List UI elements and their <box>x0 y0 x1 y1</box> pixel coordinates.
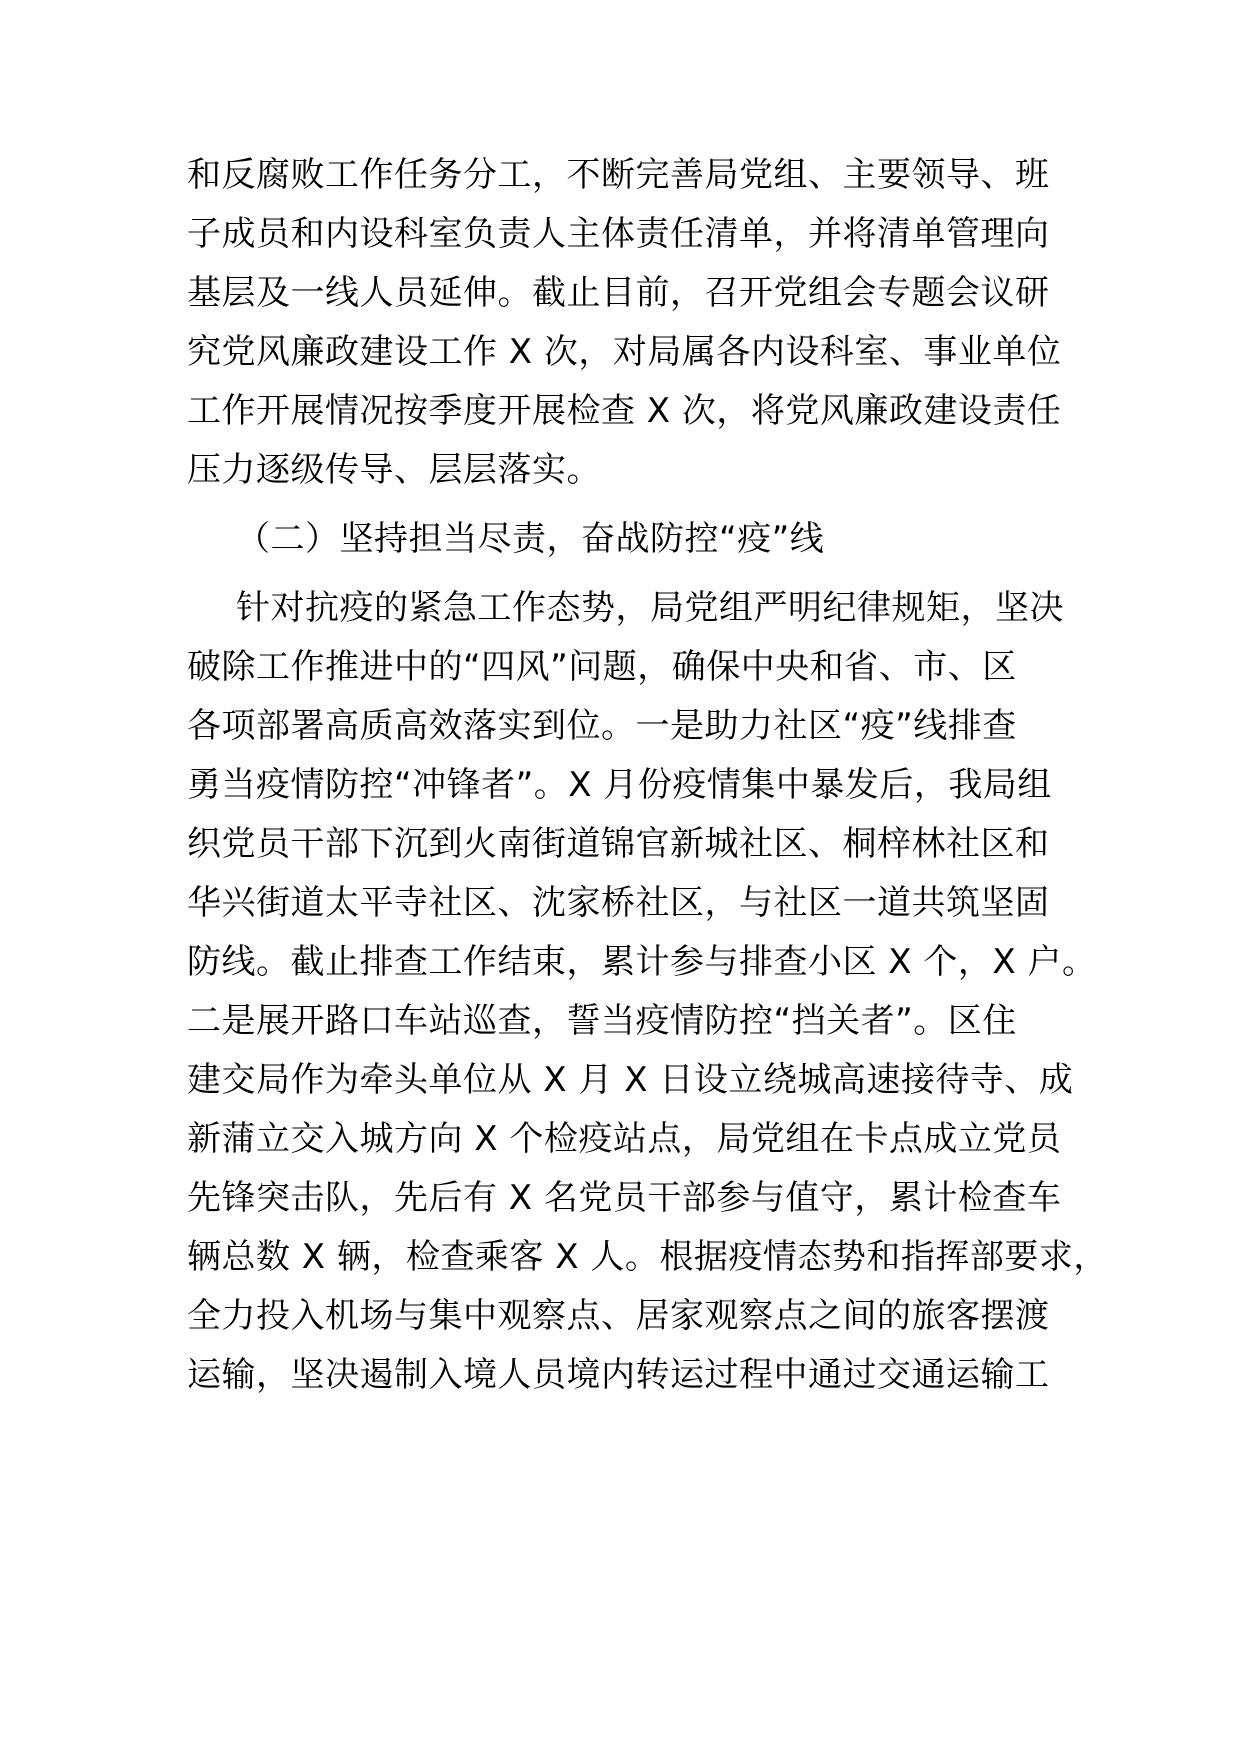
paragraph-line: 运输，坚决遏制入境人员境内转运过程中通过交通运输工 <box>187 1355 1050 1395</box>
paragraph-line: 和反腐败工作任务分工，不断完善局党组、主要领导、班 <box>187 155 1050 195</box>
paragraph-line: 建交局作为牵头单位从 X 月 X 日设立绕城高速接待寺、成 <box>187 1060 1074 1100</box>
paragraph-line: 二是展开路口车站巡查，誓当疫情防控“挡关者”。区住 <box>187 1001 1017 1041</box>
paragraph-line: 防线。截止排查工作结束，累计参与排查小区 X 个，X 户。 <box>187 942 1097 982</box>
paragraph-line: 华兴街道太平寺社区、沈家桥社区，与社区一道共筑坚固 <box>187 883 1050 923</box>
paragraph-line: 破除工作推进中的“四风”问题，确保中央和省、市、区 <box>187 647 1017 687</box>
paragraph-line: 全力投入机场与集中观察点、居家观察点之间的旅客摆渡 <box>187 1296 1050 1336</box>
paragraph-line: 各项部署高质高效落实到位。一是助力社区“疫”线排查 <box>187 706 1017 746</box>
paragraph-line: 新蒲立交入城方向 X 个检疫站点，局党组在卡点成立党员 <box>187 1119 1062 1159</box>
paragraph-line: 压力逐级传导、层层落实。 <box>187 450 601 490</box>
paragraph-line: 工作开展情况按季度开展检查 X 次，将党风廉政建设责任 <box>187 391 1062 431</box>
paragraph-line: 究党风廉政建设工作 X 次，对局属各内设科室、事业单位 <box>187 332 1062 372</box>
paragraph-line: 先锋突击队，先后有 X 名党员干部参与值守，累计检查车 <box>187 1178 1062 1218</box>
paragraph-line: 辆总数 X 辆，检查乘客 X 人。根据疫情态势和指挥部要求， <box>187 1237 1108 1277</box>
paragraph-line: 织党员干部下沉到火南街道锦官新城社区、桐梓林社区和 <box>187 824 1050 864</box>
section-heading: （二）坚持担当尽责，奋战防控“疫”线 <box>236 519 825 559</box>
paragraph-line: 子成员和内设科室负责人主体责任清单，并将清单管理向 <box>187 214 1050 254</box>
paragraph-line: 勇当疫情防控“冲锋者”。X 月份疫情集中暴发后，我局组 <box>187 765 1052 805</box>
paragraph-line: 针对抗疫的紧急工作态势，局党组严明纪律规矩，坚决 <box>236 588 1064 628</box>
paragraph-line: 基层及一线人员延伸。截止目前，召开党组会专题会议研 <box>187 273 1050 313</box>
